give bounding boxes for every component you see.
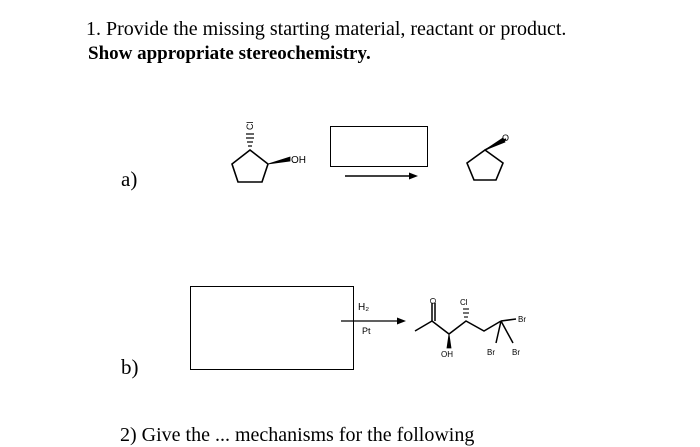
- reagent-h2-text: H₂: [358, 302, 370, 313]
- product-b-o-text: O: [429, 297, 438, 304]
- carbon-chain: [415, 321, 501, 334]
- start-oh-text: OH: [291, 155, 306, 166]
- product-a-o-text: O: [502, 133, 510, 143]
- product-b-br2-text: Br: [487, 348, 495, 357]
- part-a-label: a): [121, 167, 138, 191]
- reaction-arrow-b: [341, 318, 406, 325]
- question-subtitle: Show appropriate stereochemistry.: [88, 43, 371, 64]
- product-b-br3-text: Br: [512, 348, 520, 357]
- part-b-label: b): [121, 355, 139, 379]
- reagent-pt-text: Pt: [362, 326, 371, 336]
- next-question-partial: 2) Give the ... mechanisms for the following: [120, 424, 475, 446]
- question-title: 1. Provide the missing starting material, reactant or product.: [86, 18, 567, 40]
- start-cl-text: Cl: [245, 121, 255, 130]
- part-b-product: [415, 303, 516, 348]
- product-b-cl-text: Cl: [460, 298, 468, 307]
- product-b-br1-text: Br: [518, 315, 526, 324]
- product-b-oh-text: OH: [441, 350, 453, 359]
